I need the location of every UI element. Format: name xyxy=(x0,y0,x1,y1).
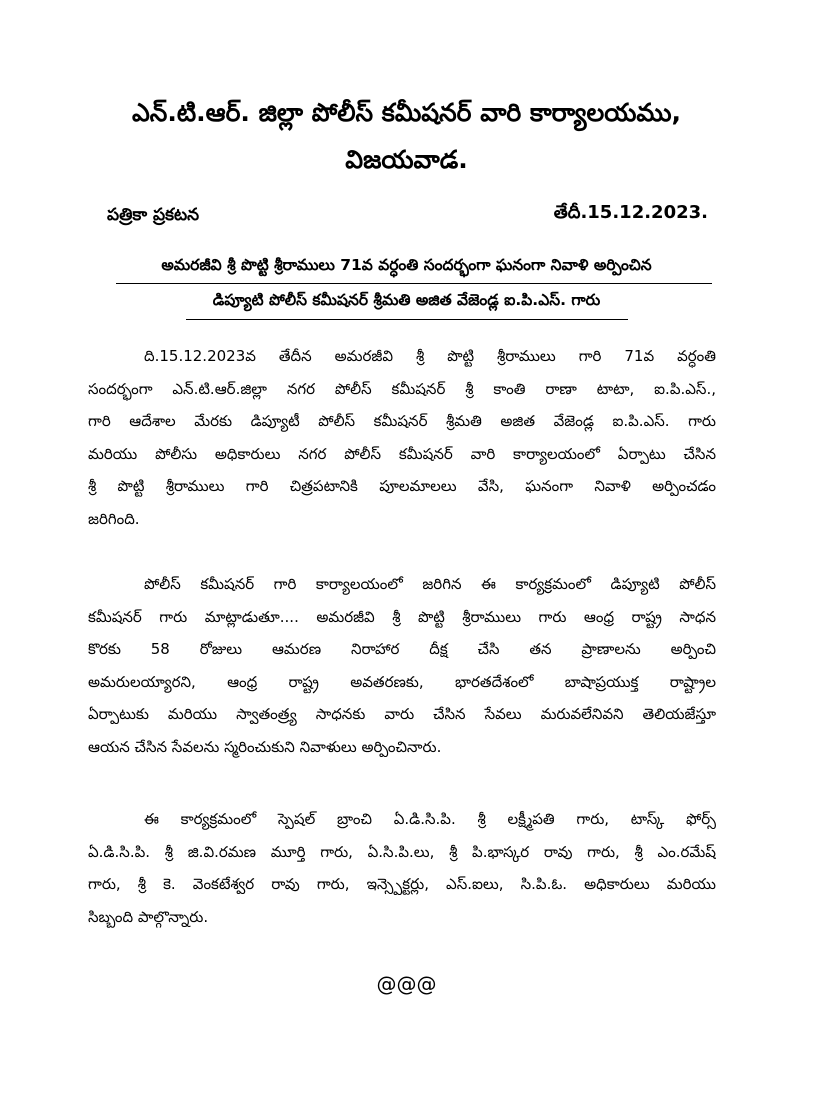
paragraph-line: కమీషనర్ గారు మాట్లాడుతూ.... అమరజీవి శ్రీ పొట్టి శ్రీరాములు గారు ఆంధ్ర రాష్ట్ర సాధన xyxy=(88,607,716,626)
paragraph-line: ఈ కార్యక్రమంలో స్పెషల్ బ్రాంచి ఏ.డి.సి.పి. శ్రీ లక్ష్మీపతి గారు, టాస్క్ ఫోర్స్ xyxy=(144,810,716,828)
paragraph-line: సిబ్బంది పాల్గొన్నారు. xyxy=(88,907,209,926)
paragraph-line: జరిగింది. xyxy=(88,509,140,528)
paragraph-2 xyxy=(88,568,716,763)
headline-line-1: అమరజీవి శ్రీ పొట్టి శ్రీరాములు 71వ వర్ధంతి సందర్భంగా ఘనంగా నివాళి అర్పించిన xyxy=(161,256,652,274)
office-location: విజయవాడ. xyxy=(345,145,468,174)
closing-mark: @@@ xyxy=(376,972,437,996)
paragraph-line: కొరకు 58 రోజులు ఆమరణ నిరాహార దీక్ష చేసి తన ప్రాణాలను అర్పించి xyxy=(88,640,716,658)
paragraph-line: సందర్భంగా ఎన్.టి.ఆర్.జిల్లా నగర పోలీస్ కమీషనర్ శ్రీ కాంతి రాణా టాటా, ఐ.పి.ఎస్., xyxy=(88,379,716,398)
headline-underline-1 xyxy=(116,283,712,284)
paragraph-line: ఆయన చేసిన సేవలను స్మరించుకుని నివాళులు అర్పించినారు. xyxy=(88,737,442,756)
headline-underline-2 xyxy=(186,319,628,320)
press-release-label: పత్రికా ప్రకటన xyxy=(107,205,200,225)
headline-line-2: డిప్యూటి పోలీస్ కమీషనర్ శ్రీమతి అజిత వేజెండ్ల ఐ.పి.ఎస్. గారు xyxy=(212,291,601,309)
release-date: తేదీ.15.12.2023. xyxy=(553,202,708,223)
office-title: ఎన్.టి.ఆర్. జిల్లా పోలీస్ కమీషనర్ వారి కార్యాలయము, xyxy=(132,98,681,127)
paragraph-line: శ్రీ పొట్టి శ్రీరాములు గారి చిత్రపటానికి పూలమాలలు వేసి, ఘనంగా నివాళి అర్పించడం xyxy=(88,477,716,495)
paragraph-line: గారు, శ్రీ కె. వెంకటేశ్వర రావు గారు, ఇన్స్పెక్టర్లు, ఎస్.ఐలు, సి.పి.ఓ. అధికారులు మరియు xyxy=(88,875,716,893)
paragraph-line: మరియు పోలీసు అధికారులు నగర పోలీస్ కమీషనర్ వారి కార్యాలయంలో ఏర్పాటు చేసిన xyxy=(88,444,716,463)
paragraph-line: గారి ఆదేశాల మేరకు డిప్యూటీ పోలీస్ కమీషనర్ శ్రీమతి అజిత వేజెండ్ల ఐ.పి.ఎస్. గారు xyxy=(88,412,716,430)
paragraph-line: ఏ.డి.సి.పి. శ్రీ జి.వి.రమణ మూర్తి గారు, ఏ.సి.పి.లు, శ్రీ పి.భాస్కర రావు గారు, శ్రీ ఎం.రమేష్ xyxy=(88,842,716,861)
paragraph-line: అమరులయ్యారని, ఆంధ్ర రాష్ట్ర అవతరణకు, భారతదేశంలో బాషాప్రయుక్త రాష్ట్రాల xyxy=(88,672,716,691)
paragraph-1 xyxy=(88,340,716,535)
paragraph-line: ది.15.12.2023వ తేదీన అమరజీవి శ్రీ పొట్టి శ్రీరాములు గారి 71వ వర్ధంతి xyxy=(144,347,716,365)
paragraph-3 xyxy=(88,803,716,933)
paragraph-line: ఏర్పాటుకు మరియు స్వాతంత్ర్య సాధనకు వారు చేసిన సేవలు మరువలేనివని తెలియజేస్తూ xyxy=(88,705,716,723)
paragraph-line: పోలీస్ కమీషనర్ గారి కార్యాలయంలో జరిగిన ఈ కార్యక్రమంలో డిప్యూటి పోలీస్ xyxy=(144,575,716,593)
